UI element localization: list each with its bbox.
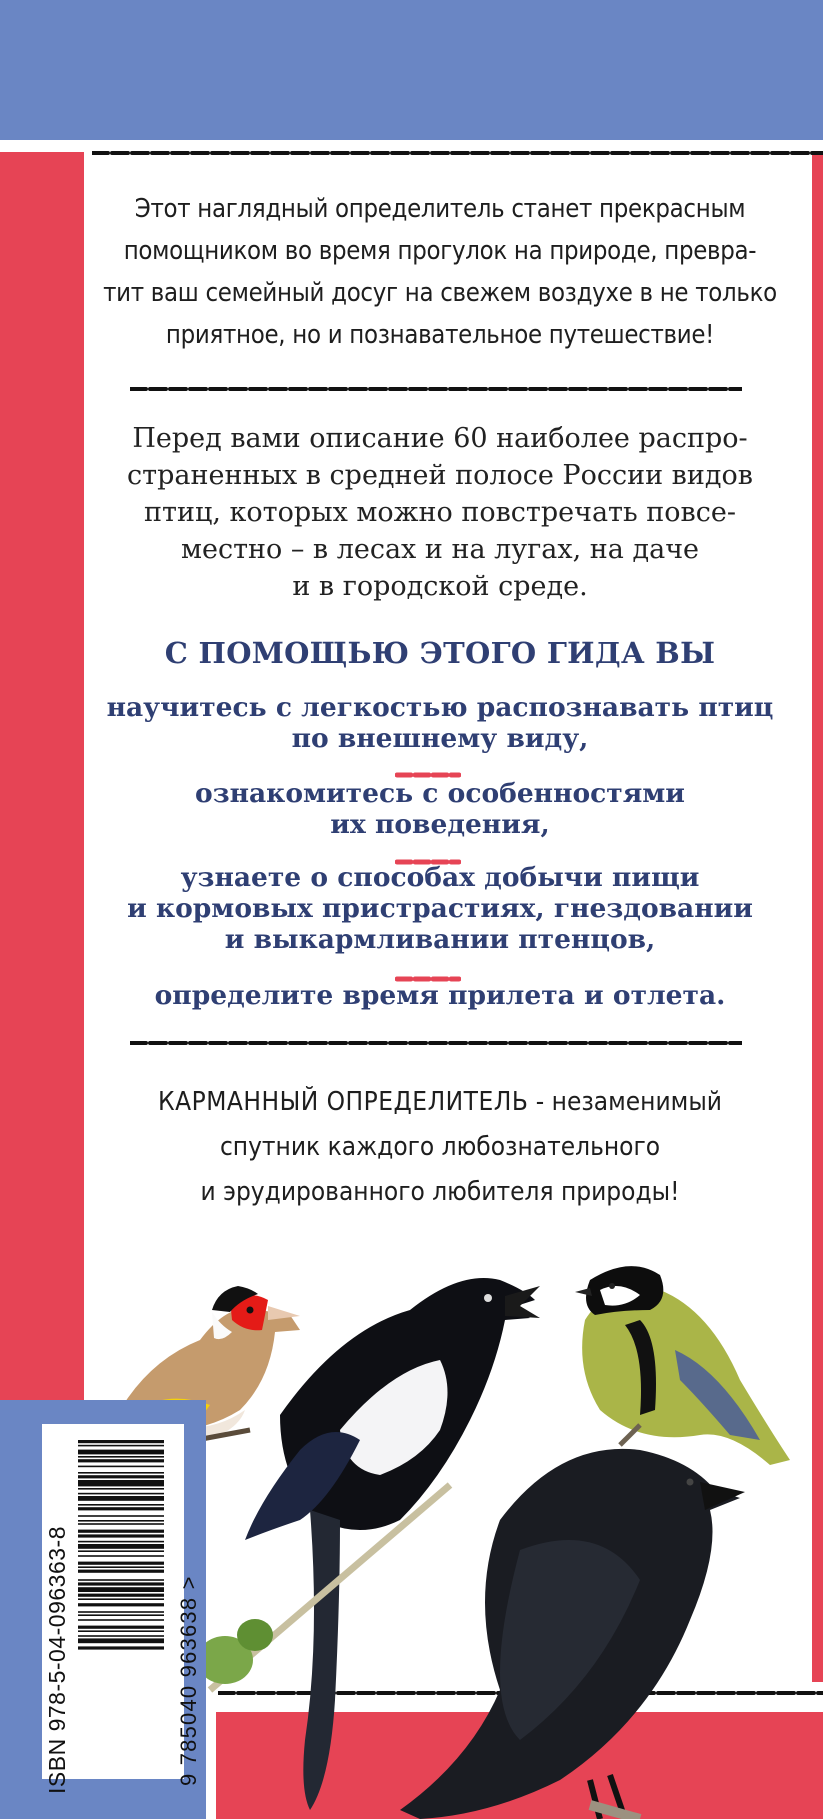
- barcode-bar: [78, 1459, 164, 1462]
- description-line: Перед вами описание 60 наиболее распро-: [132, 423, 748, 454]
- description-paragraph: [100, 420, 780, 605]
- closing-line: [100, 1080, 780, 1125]
- guide-bullet-recognize: [100, 692, 780, 754]
- barcode-bar: [78, 1544, 164, 1549]
- barcode-bar: [78, 1456, 164, 1458]
- stitch-divider-2: [130, 1038, 742, 1048]
- intro-paragraph: [100, 188, 780, 356]
- barcode-bar: [78, 1450, 164, 1455]
- barcode-bar: [78, 1523, 164, 1525]
- guide-heading: С ПОМОЩЬЮ ЭТОГО ГИДА ВЫ: [164, 636, 716, 670]
- intro-line: Этот наглядный определитель станет прекрасным: [134, 194, 746, 224]
- red-separator: [395, 764, 461, 772]
- closing-paragraph: [100, 1080, 780, 1215]
- great-tit-illustration: [575, 1266, 790, 1465]
- bullet-line: научитесь с легкостью распознавать птиц: [106, 692, 774, 723]
- barcode-bar: [78, 1614, 164, 1616]
- guide-bullet-migration: [100, 980, 780, 1011]
- barcode-bar: [78, 1445, 164, 1447]
- raven-illustration: [400, 1449, 745, 1819]
- closing-caps: КАРМАННЫЙ ОПРЕДЕЛИТЕЛЬ: [157, 1087, 529, 1117]
- barcode-bar: [78, 1480, 164, 1486]
- bullet-line: и кормовых пристрастиях, гнездовании: [127, 893, 753, 924]
- barcode-bar: [78, 1566, 164, 1568]
- red-separator: [395, 968, 461, 976]
- barcode-bar: [78, 1646, 164, 1649]
- barcode-bar: [78, 1496, 164, 1501]
- barcode-bar: [78, 1520, 164, 1522]
- intro-line: приятное, но и познавательное путешествие!: [165, 320, 715, 350]
- barcode-bar: [78, 1611, 164, 1613]
- intro-line: помощником во время прогулок на природе, превра-: [123, 236, 757, 266]
- barcode-bar: [78, 1598, 164, 1600]
- barcode-bar: [78, 1579, 164, 1581]
- barcode-bar: [78, 1619, 164, 1621]
- barcode-bar: [78, 1570, 164, 1573]
- barcode-bar: [78, 1550, 164, 1552]
- barcode-bar: [78, 1626, 164, 1629]
- intro-line: тит ваш семейный досуг на свежем воздухе в не только: [103, 278, 777, 308]
- barcode-bar: [78, 1472, 164, 1474]
- barcode-bar: [78, 1541, 164, 1543]
- guide-bullet-behavior: [100, 778, 780, 840]
- isbn-label: ISBN 978-5-04-096363-8: [44, 1526, 70, 1794]
- stitch-divider-1: [130, 384, 742, 394]
- closing-line: и эрудированного любителя природы!: [200, 1177, 680, 1207]
- barcode-bar: [78, 1638, 164, 1643]
- barcode-bar: [78, 1582, 164, 1585]
- barcode-bar: [78, 1507, 164, 1510]
- bullet-line: узнаете о способах добычи пищи: [180, 862, 700, 893]
- barcode-bar: [78, 1555, 164, 1557]
- closing-line: спутник каждого любознательного: [219, 1132, 661, 1162]
- red-separator: [395, 851, 461, 859]
- bullet-line: ознакомитесь с особенностями: [195, 778, 685, 809]
- barcode-bar: [78, 1466, 164, 1468]
- left-red-band: [0, 152, 84, 1402]
- barcode-bar: [78, 1630, 164, 1632]
- bullet-line: по внешнему виду,: [291, 723, 589, 754]
- barcode-bar: [78, 1530, 164, 1533]
- bullet-line: определите время прилета и отлета.: [154, 980, 726, 1011]
- guide-bullet-feeding: [100, 862, 780, 955]
- description-line: и в городской среде.: [292, 571, 588, 602]
- closing-rest: - незаменимый: [528, 1087, 722, 1117]
- barcode-bar: [78, 1504, 164, 1506]
- top-blue-band: [0, 0, 823, 140]
- description-line: птиц, которых можно повстречать повсе-: [144, 497, 736, 528]
- barcode-bars: [78, 1440, 164, 1765]
- barcode-bar: [78, 1534, 164, 1537]
- barcode-digits: 9 785040 963638 >: [176, 1575, 201, 1786]
- barcode-bar: [78, 1493, 164, 1495]
- stitch-divider-top: [92, 148, 823, 158]
- barcode-bar: [78, 1488, 164, 1490]
- bullet-line: и выкармливании птенцов,: [224, 924, 656, 955]
- barcode-bar: [78, 1515, 164, 1517]
- barcode-bar: [78, 1587, 164, 1592]
- barcode-bar: [78, 1475, 164, 1478]
- barcode-bar: [78, 1440, 164, 1443]
- barcode-bar: [78, 1635, 164, 1637]
- barcode-bar: [78, 1562, 164, 1565]
- description-line: местно – в лесах и на лугах, на даче: [180, 534, 700, 565]
- barcode-bar: [78, 1603, 164, 1606]
- bullet-line: их поведения,: [330, 809, 550, 840]
- barcode-bar: [78, 1594, 164, 1597]
- description-line: страненных в средней полосе России видов: [127, 460, 753, 491]
